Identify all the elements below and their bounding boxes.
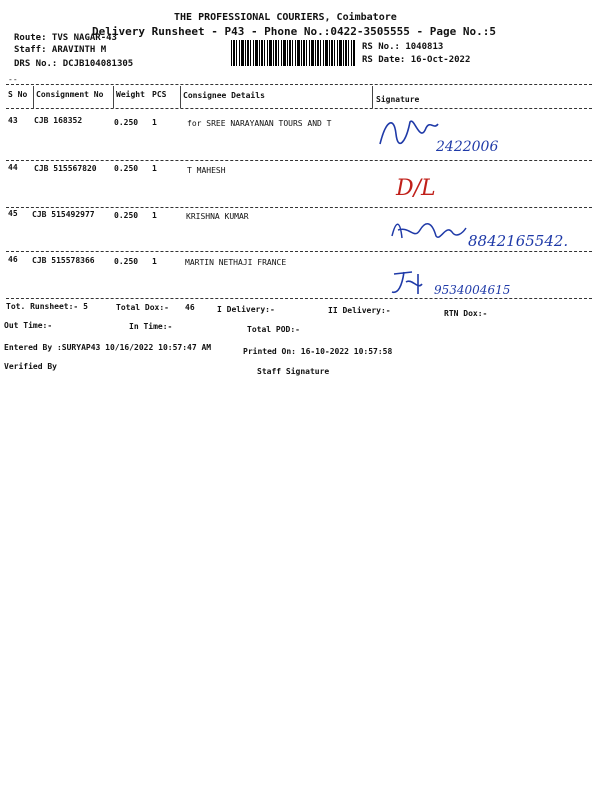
stray-dashes: -- bbox=[8, 75, 18, 84]
signature-note: 2422006 bbox=[436, 139, 499, 155]
row-sno: 43 bbox=[8, 116, 18, 125]
row-pcs: 1 bbox=[152, 118, 157, 127]
col-sep bbox=[113, 86, 114, 108]
staff-signature: Staff Signature bbox=[257, 367, 330, 376]
tot-runsheet: Tot. Runsheet:- 5 bbox=[6, 302, 88, 311]
signature-note: D/L bbox=[396, 176, 436, 201]
total-dox-label: Total Dox:- bbox=[116, 303, 169, 312]
signature-note: 9534004615 bbox=[434, 283, 511, 297]
row-consignment: CJB 515567820 bbox=[34, 164, 97, 173]
col-weight: Weight bbox=[116, 90, 145, 99]
header-divider-top bbox=[6, 84, 592, 85]
row-weight: 0.250 bbox=[114, 257, 139, 266]
company-title: THE PROFESSIONAL COURIERS, Coimbatore bbox=[174, 12, 397, 23]
verified-by: Verified By bbox=[4, 362, 57, 371]
row-consignee: T MAHESH bbox=[187, 166, 226, 175]
barcode bbox=[231, 40, 355, 66]
col-sep bbox=[33, 86, 34, 108]
row-sno: 46 bbox=[8, 255, 18, 264]
drs-number: DRS No.: DCJB104081305 bbox=[14, 59, 134, 69]
row-weight: 0.250 bbox=[114, 164, 139, 173]
row-weight: 0.250 bbox=[114, 118, 139, 127]
header-divider-bottom bbox=[6, 108, 592, 109]
row-pcs: 1 bbox=[152, 257, 157, 266]
row-divider bbox=[6, 251, 592, 252]
row-sno: 45 bbox=[8, 209, 18, 218]
row-pcs: 1 bbox=[152, 164, 157, 173]
entered-by: Entered By :SURYAP43 10/16/2022 10:57:47 AM bbox=[4, 343, 212, 352]
col-sep bbox=[180, 86, 181, 108]
runsheet-subtitle: Delivery Runsheet - P43 - Phone No.:0422-3505555 - Page No.:5 bbox=[92, 25, 496, 38]
signature-scrawl bbox=[390, 216, 468, 248]
i-delivery: I Delivery:- bbox=[217, 305, 275, 314]
col-sno: S No bbox=[8, 90, 28, 99]
rs-date: RS Date: 16-Oct-2022 bbox=[362, 55, 471, 65]
col-pcs: PCS bbox=[152, 90, 167, 99]
out-time: Out Time:- bbox=[4, 321, 53, 330]
row-consignee: KRISHNA KUMAR bbox=[186, 212, 249, 221]
ii-delivery: II Delivery:- bbox=[328, 306, 391, 315]
signature-note: 8842165542. bbox=[468, 232, 569, 250]
col-consignee: Consignee Details bbox=[183, 91, 265, 100]
col-sep bbox=[372, 86, 373, 108]
row-weight: 0.250 bbox=[114, 211, 139, 220]
row-consignment: CJB 168352 bbox=[34, 116, 83, 125]
in-time: In Time:- bbox=[129, 322, 173, 331]
row-divider bbox=[6, 207, 592, 208]
col-consignment: Consignment No bbox=[36, 90, 104, 99]
col-signature: Signature bbox=[376, 95, 420, 104]
row-consignee: MARTIN NETHAJI FRANCE bbox=[185, 258, 287, 267]
signature-scrawl bbox=[388, 268, 428, 302]
row-consignment: CJB 515578366 bbox=[32, 256, 95, 265]
rs-number: RS No.: 1040813 bbox=[362, 42, 444, 52]
row-consignment: CJB 515492977 bbox=[32, 210, 95, 219]
row-divider bbox=[6, 298, 592, 299]
total-dox-value: 46 bbox=[185, 303, 195, 312]
total-pod: Total POD:- bbox=[247, 325, 300, 334]
row-consignee: for SREE NARAYANAN TOURS AND T bbox=[187, 119, 332, 128]
row-divider bbox=[6, 160, 592, 161]
rtn-dox: RTN Dox:- bbox=[444, 309, 488, 318]
printed-on: Printed On: 16-10-2022 10:57:58 bbox=[243, 347, 393, 356]
row-pcs: 1 bbox=[152, 211, 157, 220]
staff-label: Staff: ARAVINTH M bbox=[14, 45, 107, 55]
route-label: Route: TVS NAGAR-43 bbox=[14, 33, 117, 43]
row-sno: 44 bbox=[8, 163, 18, 172]
